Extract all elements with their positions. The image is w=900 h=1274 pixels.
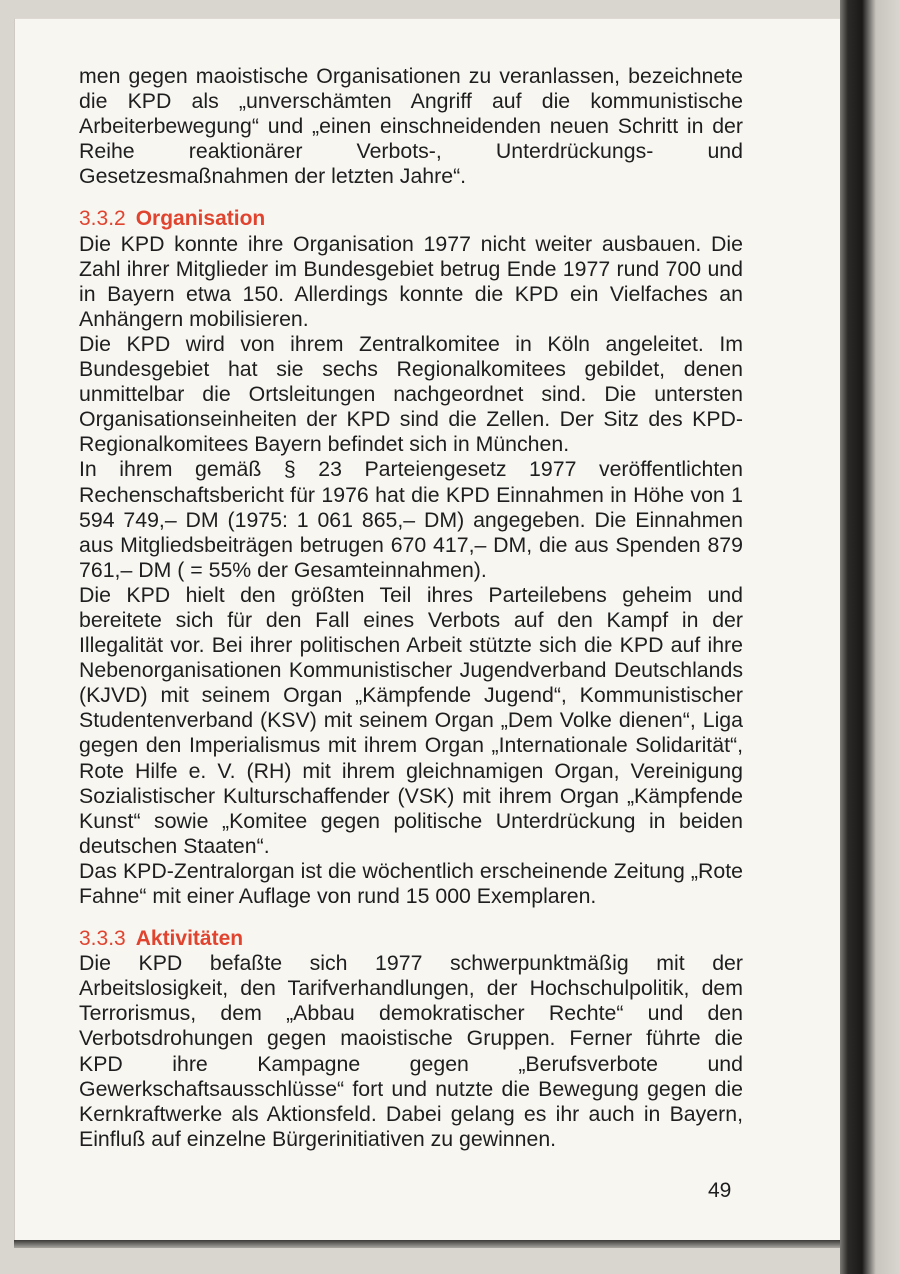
paragraph: Die KPD wird von ihrem Zentralkomitee in Köln angeleitet. Im Bundesgebiet hat sie sechs Regionalkomitees gebildet, denen unmittelbar die Ortsleitungen nachgeordnet sind. Die untersten Organisationseinheiten der KPD sind die Zellen. Der Sitz des KPD-Regionalkomitees Bayern befindet sich in München. [79,331,743,457]
section-heading-aktivitaeten [79,926,743,951]
paragraph: Das KPD-Zentralorgan ist die wöchentlich erscheinende Zeitung „Rote Fahne“ mit einer Auflage von rund 15 000 Exemplaren. [79,858,743,908]
page-bottom-shadow [14,1240,840,1248]
body-text [79,64,743,1152]
section-number: 3.3.2 [79,207,126,231]
section-title: Organisation [135,207,266,231]
paragraph: Die KPD befaßte sich 1977 schwerpunktmäßig mit der Arbeitslosigkeit, den Tarifverhandlungen, der Hochschulpolitik, dem Terrorismus, dem „Abbau demokratischer Rechte“ und den Verbotsdrohungen gegen maoistische Gruppen. Ferner führte die KPD ihre Kampagne gegen „Berufsverbote und Gewerkschaftsausschlüsse“ fort und nutzte die Bewegung gegen die Kernkraftwerke als Aktionsfeld. Dabei gelang es ihr auch in Bayern, Einfluß auf einzelne Bürgerinitiativen zu gewinnen. [79,951,743,1151]
section-title: Aktivitäten [135,927,244,951]
paragraph: In ihrem gemäß § 23 Parteiengesetz 1977 veröffentlichten Rechenschaftsbericht für 1976 hat die KPD Einnahmen in Höhe von 1 594 749,– DM (1975: 1 061 865,– DM) angegeben. Die Einnahmen aus Mitgliedsbeiträgen betrugen 670 417,– DM, die aus Spenden 879 761,– DM ( = 55% der Gesamteinnahmen). [79,457,743,582]
section-number: 3.3.3 [79,927,126,951]
intro-paragraph: men gegen maoistische Organisationen zu veranlassen, bezeichnete die KPD als „unverschämten Angriff auf die kommunistische Arbeiterbewegung“ und „einen einschneidenden neuen Schritt in der Reihe reaktionärer Verbots-, Unterdrückungs- und Gesetzesmaßnahmen der letzten Jahre“. [79,64,743,189]
paragraph: Die KPD hielt den größten Teil ihres Parteilebens geheim und bereitete sich für den Fall eines Verbots auf den Kampf in der Illegalität vor. Bei ihrer politischen Arbeit stützte sich die KPD auf ihre Nebenorganisationen Kommunistischer Jugendverband Deutschlands (KJVD) mit seinem Organ „Kämpfende Jugend“, Kommunistischer Studentenverband (KSV) mit seinem Organ „Dem Volke dienen“, Liga gegen den Imperialismus mit ihrem Organ „Internationale Solidarität“, Rote Hilfe e. V. (RH) mit ihrem gleichnamigen Organ, Vereinigung Sozialistischer Kulturschaffender (VSK) mit ihrem Organ „Kämpfende Kunst“ sowie „Komitee gegen politische Unterdrückung in beiden deutschen Staaten“. [79,582,743,858]
book-binding-shadow [840,0,900,1274]
page-number: 49 [708,1179,732,1202]
section-heading-organisation [79,206,743,231]
paragraph: Die KPD konnte ihre Organisation 1977 nicht weiter ausbauen. Die Zahl ihrer Mitglieder im Bundesgebiet betrug Ende 1977 rund 700 und in Bayern etwa 150. Allerdings konnte die KPD ein Vielfaches an Anhängern mobilisieren. [79,231,743,331]
